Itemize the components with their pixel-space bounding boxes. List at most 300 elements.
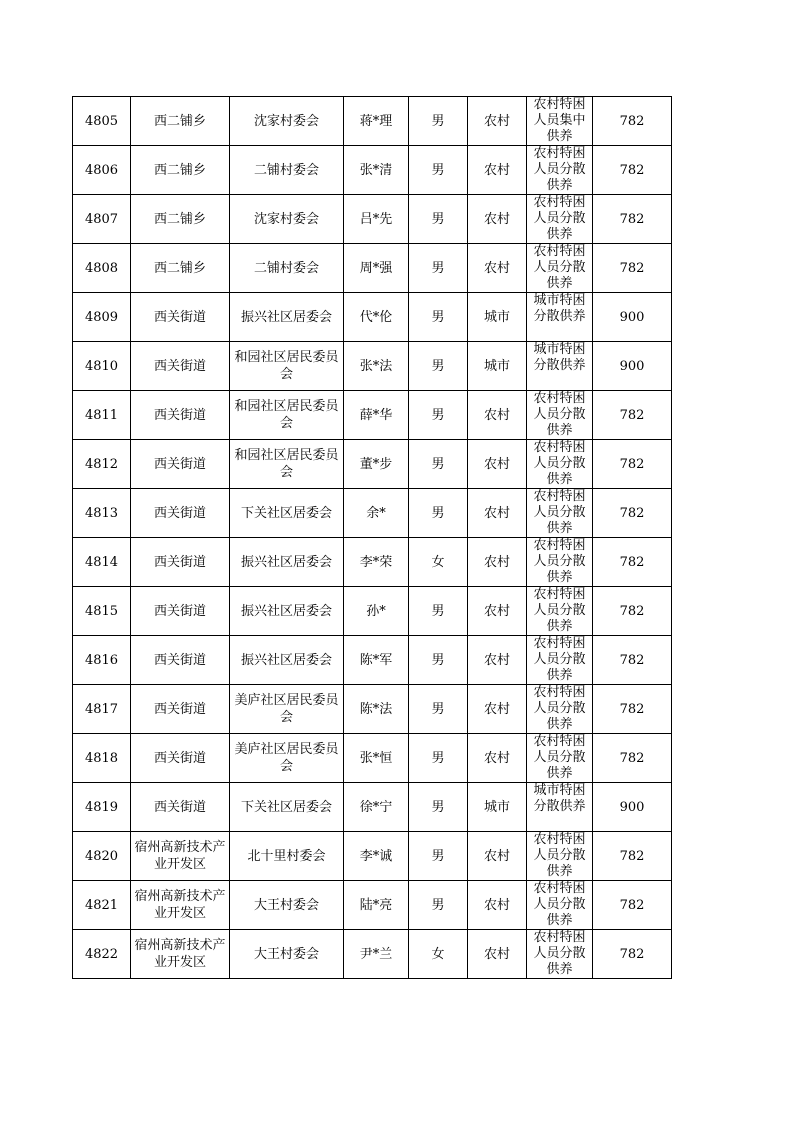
serial-number-cell (73, 489, 131, 538)
person-name-cell (344, 195, 409, 244)
support-type-text: 农村特困人员集中供养 (533, 97, 586, 144)
committee-text: 振兴社区居委会 (240, 603, 332, 619)
amount-cell (593, 146, 672, 195)
person-name-cell (344, 832, 409, 881)
amount-text: 782 (619, 456, 645, 472)
gender-text: 男 (431, 799, 445, 815)
amount-text: 900 (619, 309, 645, 325)
person-name-text: 蒋*理 (359, 113, 393, 129)
committee-cell (230, 342, 344, 391)
table-row (73, 734, 672, 783)
serial-number-cell (73, 881, 131, 930)
area-type-text: 农村 (483, 897, 510, 913)
person-name-text: 孙* (366, 603, 386, 619)
township-text: 宿州高新技术产业开发区 (134, 840, 226, 872)
person-name-cell (344, 538, 409, 587)
serial-number-text: 4807 (84, 211, 119, 227)
support-type-text: 农村特困人员分散供养 (533, 636, 586, 683)
gender-cell (409, 195, 468, 244)
area-type-text: 农村 (483, 848, 510, 864)
amount-cell (593, 685, 672, 734)
gender-cell (409, 342, 468, 391)
committee-text: 美庐社区居民委员会 (234, 742, 339, 774)
township-cell (131, 391, 230, 440)
person-name-cell (344, 489, 409, 538)
table-row (73, 783, 672, 832)
amount-text: 782 (619, 554, 645, 570)
person-name-text: 陈*法 (359, 701, 393, 717)
gender-text: 男 (431, 407, 445, 423)
person-name-text: 薛*华 (359, 407, 393, 423)
serial-number-text: 4816 (84, 652, 119, 668)
township-cell (131, 636, 230, 685)
support-type-text: 城市特困分散供养 (533, 783, 586, 814)
support-type-text: 农村特困人员分散供养 (533, 587, 586, 634)
support-type-cell (527, 685, 593, 734)
township-cell (131, 440, 230, 489)
township-text: 西关街道 (153, 799, 206, 815)
person-name-text: 代*伦 (359, 309, 393, 325)
area-type-cell (468, 538, 527, 587)
committee-text: 振兴社区居委会 (240, 652, 332, 668)
amount-cell (593, 783, 672, 832)
person-name-cell (344, 342, 409, 391)
area-type-text: 城市 (483, 799, 510, 815)
support-type-text: 城市特困分散供养 (533, 342, 586, 373)
table-row (73, 881, 672, 930)
serial-number-cell (73, 293, 131, 342)
area-type-cell (468, 342, 527, 391)
table-row (73, 391, 672, 440)
committee-cell (230, 489, 344, 538)
township-text: 宿州高新技术产业开发区 (134, 889, 226, 921)
support-type-cell (527, 832, 593, 881)
area-type-text: 农村 (483, 603, 510, 619)
amount-text: 782 (619, 211, 645, 227)
gender-cell (409, 293, 468, 342)
amount-cell (593, 930, 672, 979)
person-name-cell (344, 293, 409, 342)
table-row (73, 538, 672, 587)
township-cell (131, 832, 230, 881)
gender-text: 男 (431, 260, 445, 276)
area-type-text: 农村 (483, 260, 510, 276)
gender-text: 男 (431, 603, 445, 619)
table-row (73, 587, 672, 636)
township-text: 宿州高新技术产业开发区 (134, 938, 226, 970)
amount-cell (593, 587, 672, 636)
gender-text: 女 (431, 946, 445, 962)
committee-cell (230, 97, 344, 146)
township-cell (131, 881, 230, 930)
amount-cell (593, 489, 672, 538)
area-type-cell (468, 293, 527, 342)
serial-number-cell (73, 440, 131, 489)
table-row (73, 832, 672, 881)
committee-text: 下关社区居委会 (240, 505, 332, 521)
person-name-text: 董*步 (359, 456, 393, 472)
committee-cell (230, 881, 344, 930)
support-type-text: 农村特困人员分散供养 (533, 881, 586, 928)
support-type-cell (527, 391, 593, 440)
area-type-cell (468, 930, 527, 979)
committee-text: 沈家村委会 (253, 113, 319, 129)
support-type-cell (527, 538, 593, 587)
support-type-cell (527, 342, 593, 391)
committee-cell (230, 685, 344, 734)
support-type-cell (527, 195, 593, 244)
serial-number-cell (73, 538, 131, 587)
area-type-cell (468, 587, 527, 636)
township-cell (131, 195, 230, 244)
gender-cell (409, 97, 468, 146)
committee-text: 美庐社区居民委员会 (234, 693, 339, 725)
amount-cell (593, 293, 672, 342)
serial-number-text: 4818 (84, 750, 119, 766)
table-row (73, 636, 672, 685)
person-name-text: 徐*宁 (359, 799, 393, 815)
support-type-cell (527, 293, 593, 342)
township-cell (131, 538, 230, 587)
gender-cell (409, 587, 468, 636)
gender-text: 女 (431, 554, 445, 570)
person-name-cell (344, 244, 409, 293)
serial-number-cell (73, 832, 131, 881)
person-name-cell (344, 97, 409, 146)
amount-cell (593, 440, 672, 489)
committee-cell (230, 930, 344, 979)
table-row (73, 489, 672, 538)
amount-text: 782 (619, 603, 645, 619)
amount-text: 782 (619, 162, 645, 178)
township-text: 西关街道 (153, 309, 206, 325)
amount-cell (593, 342, 672, 391)
committee-cell (230, 538, 344, 587)
gender-text: 男 (431, 358, 445, 374)
amount-cell (593, 832, 672, 881)
serial-number-cell (73, 587, 131, 636)
support-type-cell (527, 636, 593, 685)
serial-number-cell (73, 636, 131, 685)
township-text: 西关街道 (153, 505, 206, 521)
area-type-cell (468, 832, 527, 881)
township-text: 西关街道 (153, 701, 206, 717)
committee-cell (230, 293, 344, 342)
gender-text: 男 (431, 456, 445, 472)
serial-number-cell (73, 146, 131, 195)
table-row (73, 293, 672, 342)
gender-text: 男 (431, 211, 445, 227)
support-type-cell (527, 881, 593, 930)
township-text: 西二铺乡 (153, 113, 206, 129)
amount-cell (593, 391, 672, 440)
support-type-text: 城市特困分散供养 (533, 293, 586, 324)
person-name-text: 张*法 (359, 358, 393, 374)
serial-number-text: 4821 (84, 897, 119, 913)
committee-text: 沈家村委会 (253, 211, 319, 227)
person-name-text: 余* (366, 505, 386, 521)
gender-text: 男 (431, 652, 445, 668)
serial-number-text: 4810 (84, 358, 119, 374)
committee-text: 二铺村委会 (253, 260, 319, 276)
table-row (73, 685, 672, 734)
area-type-cell (468, 244, 527, 293)
table-row (73, 195, 672, 244)
area-type-text: 农村 (483, 113, 510, 129)
gender-text: 男 (431, 505, 445, 521)
committee-text: 振兴社区居委会 (240, 554, 332, 570)
serial-number-cell (73, 97, 131, 146)
support-type-text: 农村特困人员分散供养 (533, 538, 586, 585)
committee-cell (230, 195, 344, 244)
support-type-text: 农村特困人员分散供养 (533, 734, 586, 781)
gender-text: 男 (431, 750, 445, 766)
committee-cell (230, 832, 344, 881)
gender-cell (409, 244, 468, 293)
amount-cell (593, 636, 672, 685)
person-name-text: 张*恒 (359, 750, 393, 766)
person-name-cell (344, 685, 409, 734)
serial-number-text: 4820 (84, 848, 119, 864)
support-type-cell (527, 930, 593, 979)
person-name-text: 张*清 (359, 162, 393, 178)
township-cell (131, 734, 230, 783)
gender-text: 男 (431, 113, 445, 129)
committee-cell (230, 783, 344, 832)
gender-cell (409, 391, 468, 440)
support-type-cell (527, 146, 593, 195)
committee-cell (230, 636, 344, 685)
person-name-text: 陈*军 (359, 652, 393, 668)
township-cell (131, 244, 230, 293)
amount-cell (593, 244, 672, 293)
area-type-cell (468, 734, 527, 783)
person-name-cell (344, 587, 409, 636)
gender-cell (409, 538, 468, 587)
area-type-cell (468, 881, 527, 930)
area-type-cell (468, 489, 527, 538)
committee-text: 和园社区居民委员会 (234, 350, 339, 382)
person-name-cell (344, 783, 409, 832)
person-name-cell (344, 881, 409, 930)
support-type-cell (527, 440, 593, 489)
person-name-text: 周*强 (359, 260, 393, 276)
person-name-cell (344, 930, 409, 979)
serial-number-text: 4819 (84, 799, 119, 815)
area-type-cell (468, 97, 527, 146)
amount-text: 782 (619, 260, 645, 276)
amount-text: 782 (619, 897, 645, 913)
gender-text: 男 (431, 848, 445, 864)
serial-number-text: 4822 (84, 946, 119, 962)
amount-text: 782 (619, 848, 645, 864)
serial-number-cell (73, 244, 131, 293)
support-type-text: 农村特困人员分散供养 (533, 244, 586, 291)
committee-cell (230, 587, 344, 636)
township-cell (131, 685, 230, 734)
person-name-text: 吕*先 (359, 211, 393, 227)
serial-number-cell (73, 783, 131, 832)
serial-number-text: 4808 (84, 260, 119, 276)
township-cell (131, 783, 230, 832)
area-type-text: 农村 (483, 701, 510, 717)
amount-cell (593, 195, 672, 244)
support-type-cell (527, 97, 593, 146)
amount-cell (593, 97, 672, 146)
area-type-text: 农村 (483, 554, 510, 570)
serial-number-cell (73, 195, 131, 244)
amount-text: 900 (619, 799, 645, 815)
table-row (73, 342, 672, 391)
gender-text: 男 (431, 162, 445, 178)
area-type-text: 农村 (483, 946, 510, 962)
area-type-text: 农村 (483, 407, 510, 423)
serial-number-cell (73, 930, 131, 979)
amount-text: 900 (619, 358, 645, 374)
township-cell (131, 489, 230, 538)
serial-number-text: 4815 (84, 603, 119, 619)
support-type-text: 农村特困人员分散供养 (533, 391, 586, 438)
serial-number-text: 4817 (84, 701, 119, 717)
amount-text: 782 (619, 946, 645, 962)
amount-text: 782 (619, 113, 645, 129)
person-name-text: 李*诚 (359, 848, 393, 864)
table-row (73, 244, 672, 293)
committee-text: 和园社区居民委员会 (234, 448, 339, 480)
gender-cell (409, 489, 468, 538)
area-type-text: 农村 (483, 456, 510, 472)
amount-cell (593, 734, 672, 783)
support-type-text: 农村特困人员分散供养 (533, 146, 586, 193)
serial-number-text: 4814 (84, 554, 119, 570)
township-text: 西关街道 (153, 407, 206, 423)
township-text: 西关街道 (153, 554, 206, 570)
area-type-text: 城市 (483, 358, 510, 374)
serial-number-text: 4813 (84, 505, 119, 521)
gender-cell (409, 636, 468, 685)
serial-number-cell (73, 685, 131, 734)
area-type-text: 城市 (483, 309, 510, 325)
table-row (73, 146, 672, 195)
amount-text: 782 (619, 750, 645, 766)
gender-cell (409, 685, 468, 734)
township-text: 西二铺乡 (153, 211, 206, 227)
committee-cell (230, 146, 344, 195)
committee-cell (230, 391, 344, 440)
township-text: 西关街道 (153, 603, 206, 619)
area-type-cell (468, 195, 527, 244)
support-type-cell (527, 244, 593, 293)
gender-text: 男 (431, 897, 445, 913)
person-name-cell (344, 440, 409, 489)
committee-cell (230, 440, 344, 489)
person-name-cell (344, 636, 409, 685)
committee-text: 北十里村委会 (247, 848, 326, 864)
area-type-text: 农村 (483, 505, 510, 521)
amount-text: 782 (619, 407, 645, 423)
gender-cell (409, 146, 468, 195)
gender-text: 男 (431, 309, 445, 325)
township-cell (131, 587, 230, 636)
committee-cell (230, 734, 344, 783)
serial-number-cell (73, 342, 131, 391)
township-text: 西关街道 (153, 652, 206, 668)
area-type-cell (468, 146, 527, 195)
serial-number-text: 4806 (84, 162, 119, 178)
serial-number-text: 4805 (84, 113, 119, 129)
township-text: 西关街道 (153, 750, 206, 766)
area-type-text: 农村 (483, 652, 510, 668)
person-name-text: 陆*亮 (359, 897, 393, 913)
amount-cell (593, 881, 672, 930)
serial-number-cell (73, 734, 131, 783)
table-row (73, 97, 672, 146)
township-cell (131, 97, 230, 146)
table-row (73, 440, 672, 489)
area-type-cell (468, 440, 527, 489)
area-type-text: 农村 (483, 750, 510, 766)
gender-cell (409, 832, 468, 881)
support-type-text: 农村特困人员分散供养 (533, 195, 586, 242)
table-body (73, 97, 672, 979)
township-cell (131, 146, 230, 195)
support-type-text: 农村特困人员分散供养 (533, 685, 586, 732)
township-text: 西关街道 (153, 358, 206, 374)
committee-text: 和园社区居民委员会 (234, 399, 339, 431)
committee-cell (230, 244, 344, 293)
township-text: 西二铺乡 (153, 162, 206, 178)
area-type-cell (468, 391, 527, 440)
township-cell (131, 342, 230, 391)
area-type-text: 农村 (483, 211, 510, 227)
area-type-cell (468, 783, 527, 832)
gender-cell (409, 734, 468, 783)
committee-text: 下关社区居委会 (240, 799, 332, 815)
recipient-table (72, 96, 672, 979)
serial-number-text: 4809 (84, 309, 119, 325)
committee-text: 大王村委会 (253, 946, 319, 962)
person-name-text: 尹*兰 (359, 946, 393, 962)
serial-number-text: 4811 (84, 407, 119, 423)
committee-text: 振兴社区居委会 (240, 309, 332, 325)
person-name-text: 李*荣 (359, 554, 393, 570)
gender-text: 男 (431, 701, 445, 717)
serial-number-text: 4812 (84, 456, 119, 472)
person-name-cell (344, 391, 409, 440)
amount-text: 782 (619, 701, 645, 717)
township-cell (131, 930, 230, 979)
amount-cell (593, 538, 672, 587)
support-type-text: 农村特困人员分散供养 (533, 832, 586, 879)
area-type-cell (468, 685, 527, 734)
support-type-text: 农村特困人员分散供养 (533, 930, 586, 977)
serial-number-cell (73, 391, 131, 440)
township-text: 西关街道 (153, 456, 206, 472)
area-type-cell (468, 636, 527, 685)
gender-cell (409, 881, 468, 930)
gender-cell (409, 930, 468, 979)
person-name-cell (344, 146, 409, 195)
support-type-cell (527, 489, 593, 538)
gender-cell (409, 440, 468, 489)
support-type-cell (527, 587, 593, 636)
gender-cell (409, 783, 468, 832)
table-row (73, 930, 672, 979)
township-cell (131, 293, 230, 342)
committee-text: 二铺村委会 (253, 162, 319, 178)
committee-text: 大王村委会 (253, 897, 319, 913)
person-name-cell (344, 734, 409, 783)
